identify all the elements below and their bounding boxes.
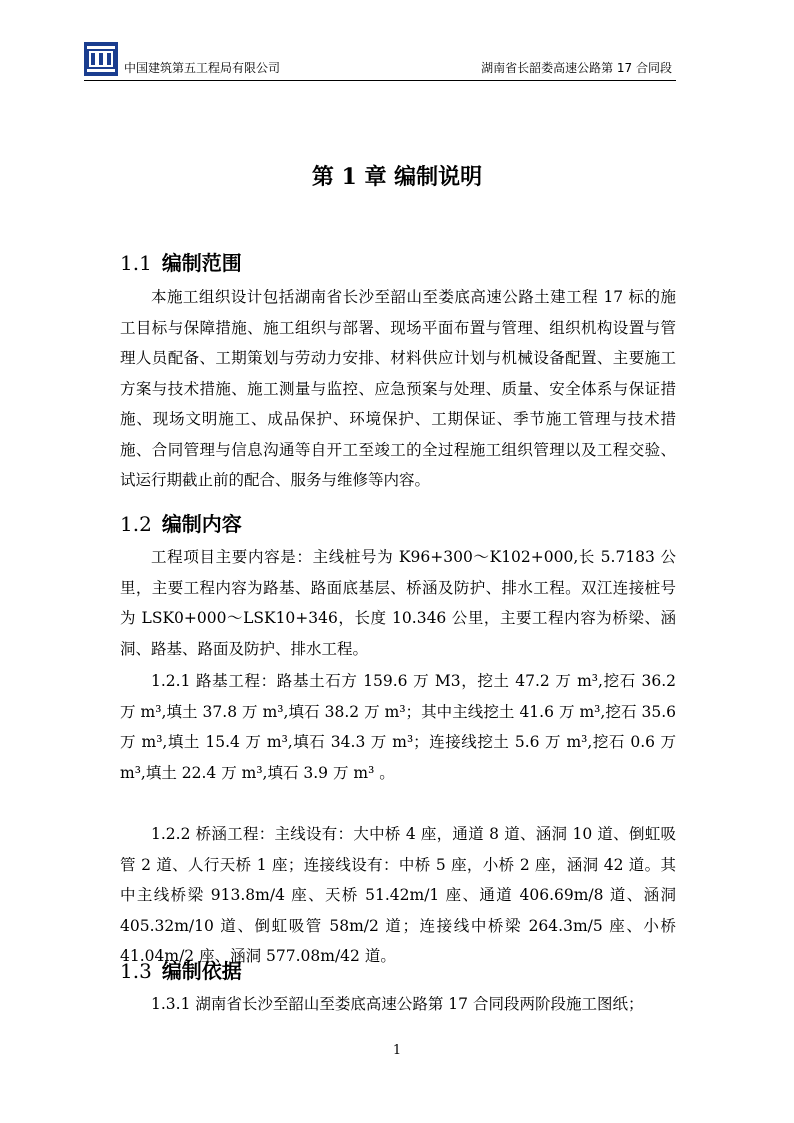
header-project-name: 湖南省长韶娄高速公路第 17 合同段 [481, 61, 672, 75]
page-number: 1 [392, 1043, 402, 1058]
paragraph-basis: 1.3.1 湖南省长沙至韶山至娄底高速公路第 17 合同段两阶段施工图纸； [151, 995, 644, 1013]
section-title: 编制内容 [161, 512, 242, 536]
paragraph-subgrade: 1.2.1 路基工程：路基土石方 159.6 万 M3，挖土 47.2 万 m³,挖石 36.2 万 m³,填土 37.8 万 m³,填石 38.2 万 m³；其中主线挖土 41.6 万 m³,挖石 35.6 万 m³,填土 15.4 万 m³,填石 34.3 万 m³；连接线挖土 5.6 万 m³,挖石 0.6 万 m³,填土 22.4 万 m³,填石 3.9 万 m³ 。 [120, 672, 676, 782]
section-number: 1.1 [120, 251, 152, 275]
page-header [84, 42, 676, 81]
company-logo-icon [84, 42, 118, 76]
paragraph-content: 工程项目主要内容是：主线桩号为 K96+300～K102+000,长 5.7183 公里，主要工程内容为路基、路面底基层、桥涵及防护、排水工程。双江连接桩号为 LSK0+000～LSK10+346，长度 10.346 公里，主要工程内容为桥梁、涵洞、路基、路面及防护、排水工程。 [120, 548, 676, 658]
paragraph-scope: 本施工组织设计包括湖南省长沙至韶山至娄底高速公路土建工程 17 标的施工目标与保障措施、施工组织与部署、现场平面布置与管理、组织机构设置与管理人员配备、工期策划与劳动力安排、材料供应计划与机械设备配置、主要施工方案与技术措施、施工测量与监控、应急预案与处理、质量、安全体系与保证措施、现场文明施工、成品保护、环境保护、工期保证、季节施工管理与技术措施、合同管理与信息沟通等自开工至竣工的全过程施工组织管理以及工程交验、试运行期截止前的配合、服务与维修等内容。 [120, 288, 676, 489]
section-number: 1.2 [120, 512, 152, 536]
section-heading-1-3 [120, 955, 242, 984]
paragraph-bridges: 1.2.2 桥涵工程：主线设有：大中桥 4 座，通道 8 道、涵洞 10 道、倒虹吸管 2 道、人行天桥 1 座；连接线设有：中桥 5 座，小桥 2 座，涵洞 42 道。其中主线桥梁 913.8m/4 座、天桥 51.42m/1 座、通道 406.69m/8 道、涵洞 405.32m/10 道、倒虹吸管 58m/2 道；连接线中桥梁 264.3m/5 座、小桥 41.04m/2 座、涵洞 577.08m/42 道。 [120, 825, 676, 965]
section-number: 1.3 [120, 959, 152, 983]
section-heading-1-2 [120, 508, 242, 537]
header-company-name: 中国建筑第五工程局有限公司 [124, 61, 281, 75]
chapter-title: 第 1 章 编制说明 [311, 164, 483, 190]
section-title: 编制依据 [161, 959, 242, 983]
section-title: 编制范围 [161, 251, 242, 275]
section-heading-1-1 [120, 247, 242, 276]
